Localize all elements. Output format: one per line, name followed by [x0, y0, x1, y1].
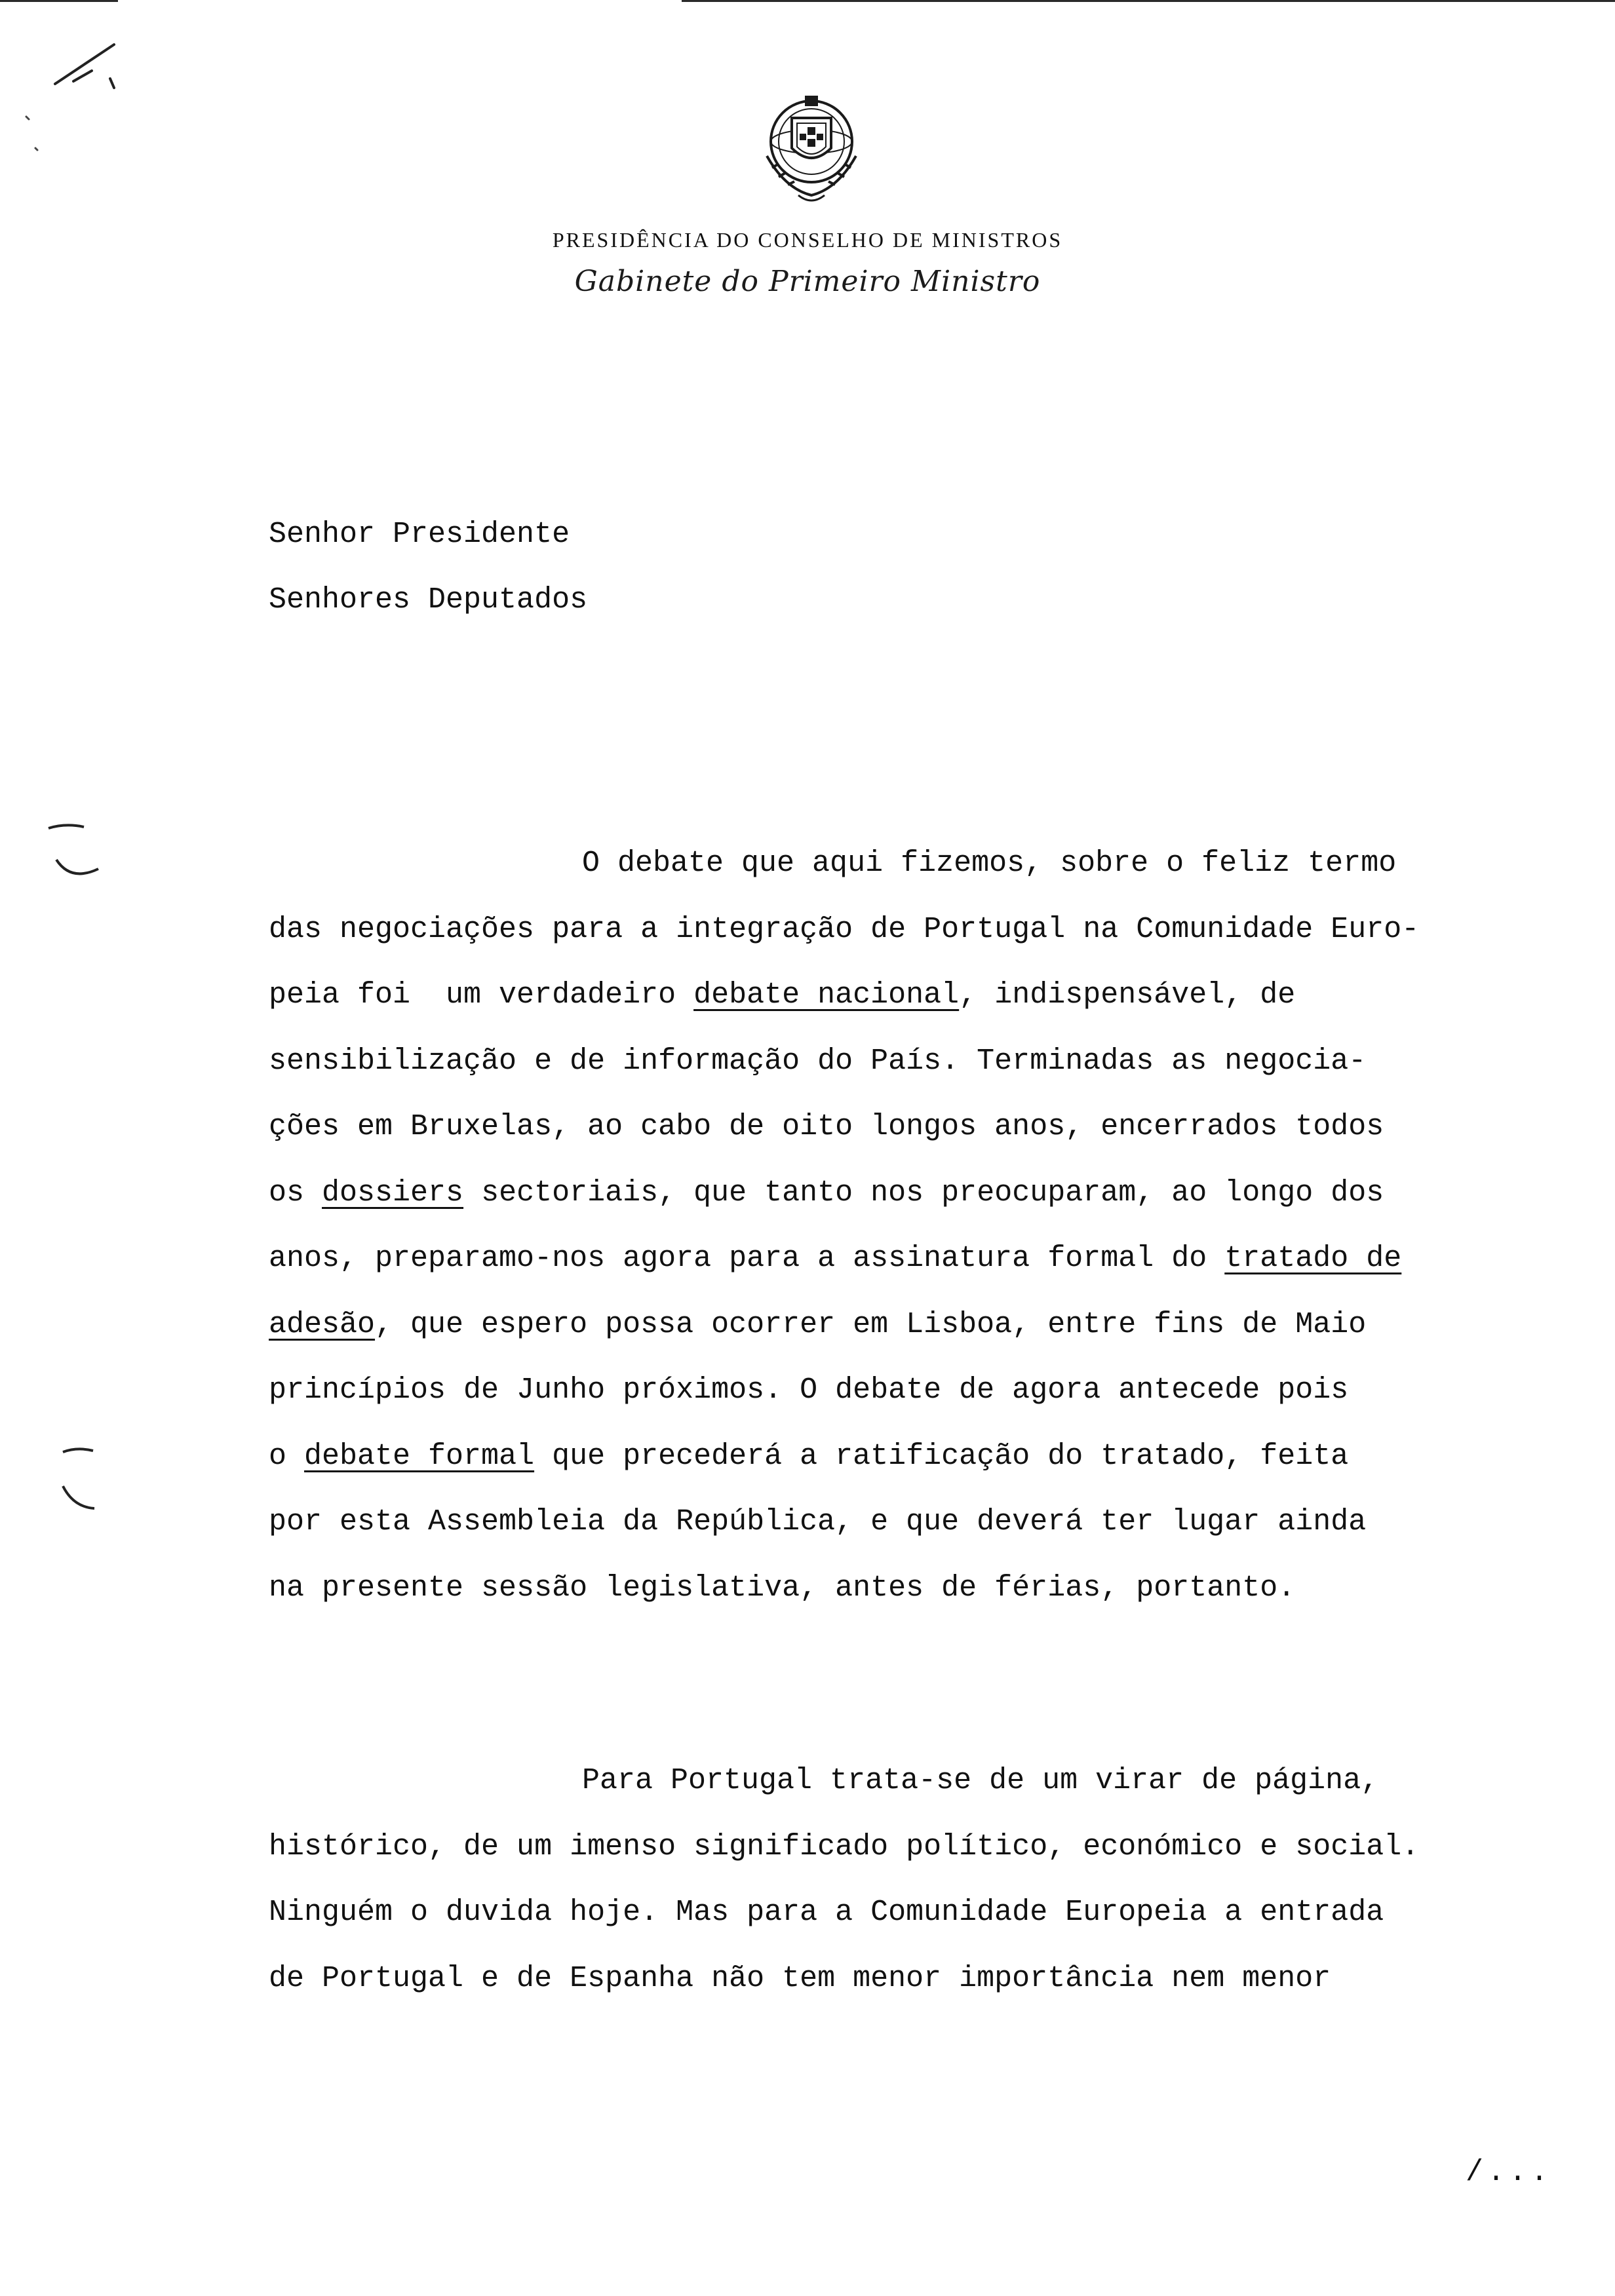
paragraph-line: sensibilização e de informação do País. Terminadas as negocia-	[269, 1044, 1367, 1078]
continuation-mark: /...	[1466, 2156, 1553, 2189]
paragraph-line: Ninguém o duvida hoje. Mas para a Comunidade Europeia a entrada	[269, 1896, 1384, 1929]
underlined-phrase: tratado de	[1224, 1242, 1402, 1275]
paragraph-line: peia foi um verdadeiro debate nacional, indispensável, de	[269, 978, 1296, 1012]
underlined-phrase: debate nacional	[693, 978, 960, 1012]
top-edge-gap	[118, 0, 682, 2]
underlined-phrase: dossiers	[322, 1176, 464, 1210]
paragraph-line: o debate formal que precederá a ratificação do tratado, feita	[269, 1439, 1349, 1473]
paragraph-line: Para Portugal trata-se de um virar de página,	[582, 1764, 1379, 1797]
paragraph-line: histórico, de um imenso significado político, económico e social.	[269, 1829, 1420, 1864]
underlined-phrase: debate formal	[304, 1439, 535, 1473]
paragraph-line: das negociações para a integração de Portugal na Comunidade Euro-	[269, 912, 1420, 946]
paragraph-line: O debate que aqui fizemos, sobre o feliz termo	[582, 847, 1397, 880]
cabinet-heading: Gabinete do Primeiro Ministro	[574, 265, 1041, 298]
paragraph-line: adesão, que espero possa ocorrer em Lisboa, entre fins de Maio	[269, 1307, 1367, 1341]
paragraph-line: anos, preparamo-nos agora para a assinatura formal do tratado de	[269, 1242, 1402, 1275]
salutation-line: Senhor Presidente	[269, 518, 570, 551]
paragraph-line: ções em Bruxelas, ao cabo de oito longos anos, encerrados todos	[269, 1110, 1384, 1143]
underlined-phrase: adesão	[269, 1307, 376, 1341]
paragraph-1	[269, 831, 1553, 1621]
salutation-line: Senhores Deputados	[269, 583, 588, 617]
paragraph-line: princípios de Junho próximos. O debate de agora antecede pois	[269, 1373, 1349, 1407]
office-heading: PRESIDÊNCIA DO CONSELHO DE MINISTROS	[552, 228, 1063, 252]
paragraph-line: na presente sessão legislativa, antes de férias, portanto.	[269, 1571, 1296, 1605]
paragraph-line: de Portugal e de Espanha não tem menor importância nem menor	[269, 1961, 1331, 1995]
coat-of-arms-icon	[752, 90, 870, 211]
paragraph-line: por esta Assembleia da República, e que deverá ter lugar ainda	[269, 1505, 1367, 1539]
paragraph-line: os dossiers sectoriais, que tanto nos preocuparam, ao longo dos	[269, 1176, 1384, 1210]
paragraph-2	[269, 1748, 1553, 2012]
